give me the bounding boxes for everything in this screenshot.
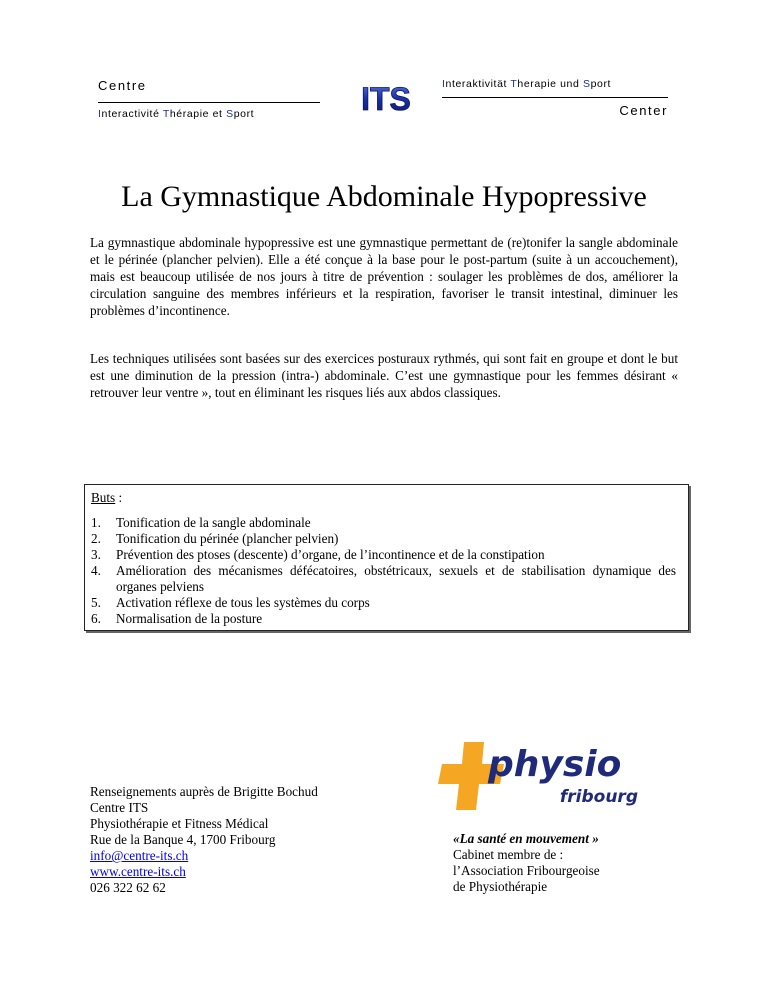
goal-item: 4. Amélioration des mécanismes défécatoires, obstétricaux, sexuels et de stabilisation dynamique des organes pelviens: [91, 563, 676, 594]
cabinet-line: l’Association Fribourgeoise: [453, 863, 600, 878]
header-left-rule: [98, 102, 320, 103]
contact-line: Rue de la Banque 4, 1700 Fribourg: [90, 832, 276, 847]
goal-item: 3. Prévention des ptoses (descente) d’organe, de l’incontinence et de la constipation: [91, 547, 545, 562]
its-logo: [338, 82, 434, 118]
cabinet-line: Cabinet membre de :: [453, 847, 564, 862]
goal-item: 5. Activation réflexe de tous les systèmes du corps: [91, 595, 370, 610]
website-link[interactable]: www.centre-its.ch: [90, 864, 186, 879]
header-right-rule: [442, 97, 668, 98]
header-left-subtitle: Interactivité Thérapie et Sport: [98, 108, 255, 120]
goal-item: 1. Tonification de la sangle abdominale: [91, 515, 311, 530]
physio-word: physio: [488, 744, 622, 785]
header-left-word: Centre: [98, 78, 147, 93]
physio-fribourg-logo: [438, 738, 648, 814]
header-left: [98, 78, 320, 120]
goals-box: [84, 484, 689, 631]
techniques-paragraph: Les techniques utilisées sont basées sur des exercices posturaux rythmés, qui sont fait en groupe et dont le but est une diminution de la pression (intra-) abdominale. C’est une gymnastique pour les femmes désirant « retrouver leur ventre », tout en éliminant les risques liés aux abdos classiques.: [90, 351, 678, 400]
email-link[interactable]: info@centre-its.ch: [90, 848, 189, 863]
goals-heading: Buts :: [91, 490, 123, 505]
phone-number: 026 322 62 62: [90, 880, 166, 895]
contact-line: Renseignements auprès de Brigitte Bochud: [90, 784, 318, 799]
cabinet-line: de Physiothérapie: [453, 879, 548, 894]
goal-item: 2. Tonification du périnée (plancher pelvien): [91, 531, 339, 546]
intro-paragraph: La gymnastique abdominale hypopressive est une gymnastique permettant de (re)tonifer la sangle abdominale et le périnée (plancher pelvien). Elle a été conçue à la base pour le post-partum (suite à un accouchement), mais est beaucoup utilisée de nos jours à titre de prévention : soulager les problèmes de dos, améliorer la circulation sanguine des membres inférieurs et la respiration, favoriser le transit intestinal, diminuer les problèmes d’incontinence.: [90, 235, 678, 318]
contact-line: Centre ITS: [90, 800, 149, 815]
cabinet-block: [453, 831, 600, 895]
header-right-subtitle: Interaktivität Therapie und Sport: [442, 78, 612, 90]
goals-list: [91, 515, 676, 627]
contact-block: [90, 784, 318, 896]
header-right-word: Center: [619, 103, 668, 118]
page-title: La Gymnastique Abdominale Hypopressive: [121, 180, 647, 213]
its-logo-text: ITS: [361, 82, 411, 117]
fribourg-word: fribourg: [559, 787, 638, 807]
header-right: [442, 78, 668, 118]
goal-item: 6. Normalisation de la posture: [91, 611, 263, 626]
cabinet-motto: «La santé en mouvement »: [453, 831, 599, 846]
contact-line: Physiothérapie et Fitness Médical: [90, 816, 269, 831]
